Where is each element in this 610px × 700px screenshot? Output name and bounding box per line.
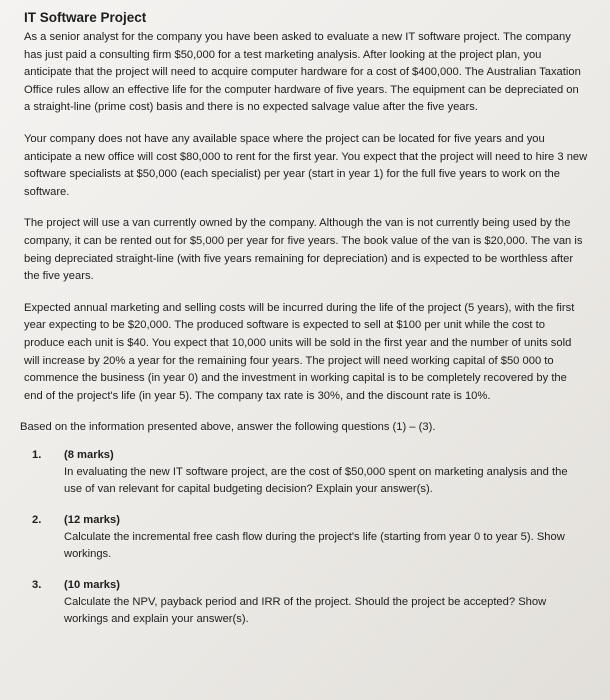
- question-body: [64, 577, 588, 628]
- question-item: [24, 512, 588, 563]
- question-body: [64, 512, 588, 563]
- paragraph-project-overview: As a senior analyst for the company you have been asked to evaluate a new IT software project. The company has just paid a consulting firm $50,000 for a test marketing analysis. After looking at the project plan, you anticipate that the project will need to acquire computer hardware for a cost of $400,000. The Australian Taxation Office rules allow an effective life for the computer hardware of five years. The equipment can be depreciated on a straight-line (prime cost) basis and there is no expected salvage value after the five years.: [24, 31, 581, 114]
- question-list: [24, 447, 588, 628]
- paragraph-office-staffing: Your company does not have any available space where the project can be located for five years and you anticipate a new office will cost $80,000 to rent for the first year. You expect that the project will need to hire 3 new software specialists at $50,000 (each specialist) per year (start in year 1) for the full five years to work on the software.: [24, 132, 588, 198]
- questions-intro: Based on the information presented above, answer the following questions (1) – (3).: [20, 421, 436, 434]
- question-text: Calculate the incremental free cash flow during the project's life (starting from year 0 to year 5). Show workings.: [64, 531, 565, 561]
- document-title: IT Software Project: [24, 10, 147, 25]
- question-number: 2.: [32, 514, 42, 527]
- paragraph-sales-costs: Expected annual marketing and selling costs will be incurred during the life of the project (5 years), with the first year expecting to be $20,000. The produced software is expected to sell at $100 per unit while the cost to produce each unit is $40. You expect that 10,000 units will be sold in the first year and the number of units sold will increase by 20% a year for the remaining four years. The project will need working capital of $50 000 to commence the business (in year 0) and the investment in working capital is to be completely recovered by the end of the project's life (in year 5). The company tax rate is 30%, and the discount rate is 10%.: [24, 301, 575, 402]
- paragraph-van: The project will use a van currently owned by the company. Although the van is not currently being used by the company, it can be rented out for $5,000 per year for five years. The book value of the van is $20,000. The van is being depreciated straight-line (with five years remaining for depreciation) and is expected to be worthless after the five years.: [24, 217, 583, 283]
- question-text: In evaluating the new IT software project, are the cost of $50,000 spent on marketing analysis and the use of van relevant for capital budgeting decision? Explain your answer(s).: [64, 466, 568, 496]
- question-marks: (8 marks): [64, 449, 114, 462]
- question-item: [24, 577, 588, 628]
- question-text: Calculate the NPV, payback period and IRR of the project. Should the project be accepted? Show workings and explain your answer(s).: [64, 596, 547, 626]
- question-marks: (10 marks): [64, 579, 120, 592]
- question-number: 1.: [32, 449, 42, 462]
- question-item: [24, 447, 588, 498]
- question-body: [64, 447, 588, 498]
- question-marks: (12 marks): [64, 514, 120, 527]
- question-number: 3.: [32, 579, 42, 592]
